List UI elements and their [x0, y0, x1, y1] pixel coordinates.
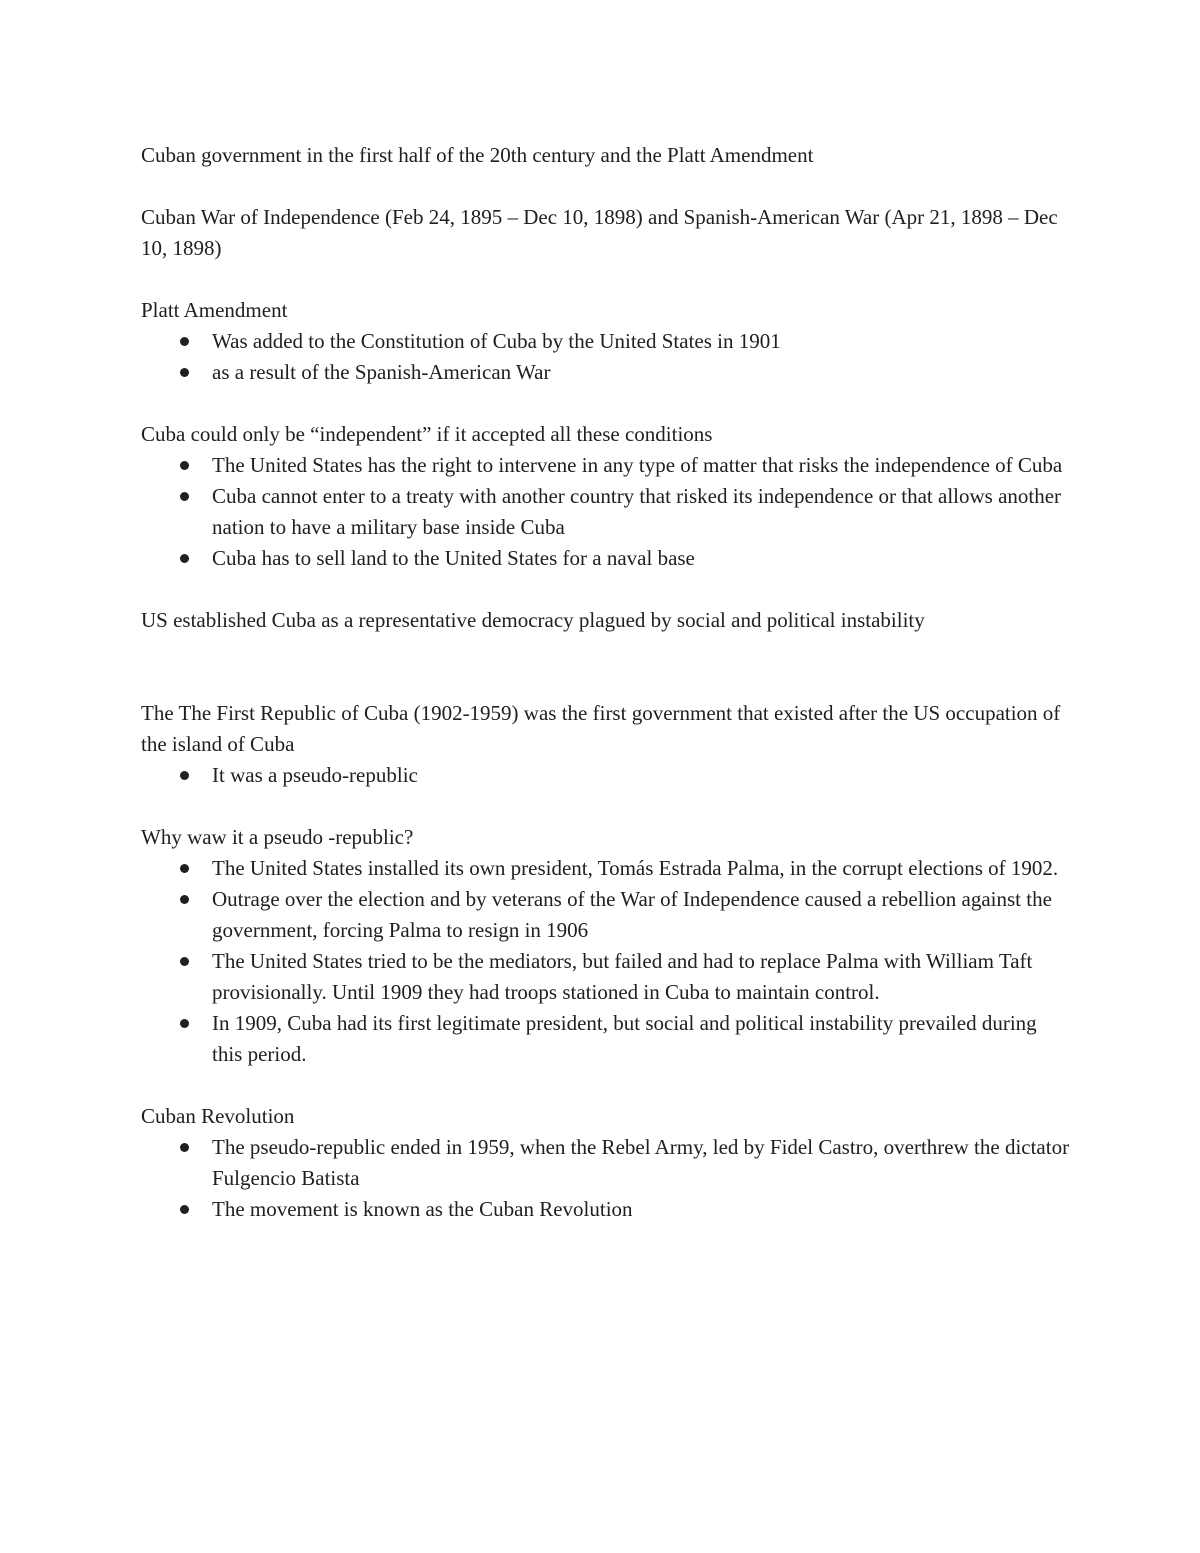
- first-republic-heading: The The First Republic of Cuba (1902-1959) was the first government that existed after the US occupation of the island of Cuba: [141, 701, 1061, 756]
- list-item: Cuba has to sell land to the United States for a naval base: [141, 543, 1071, 574]
- platt-heading: Platt Amendment: [141, 298, 288, 322]
- bullet-icon: [180, 492, 189, 501]
- bullet-icon: [180, 554, 189, 563]
- us-established-paragraph: US established Cuba as a representative democracy plagued by social and political instability: [141, 608, 925, 632]
- list-item: The pseudo-republic ended in 1959, when the Rebel Army, led by Fidel Castro, overthrew the dictator Fulgencio Batista: [141, 1132, 1071, 1194]
- first-republic-bullet-list: [141, 760, 1071, 791]
- bullet-icon: [180, 957, 189, 966]
- list-item: Cuba cannot enter to a treaty with another country that risked its independence or that allows another nation to have a military base inside Cuba: [141, 481, 1071, 543]
- list-item: The United States tried to be the mediators, but failed and had to replace Palma with William Taft provisionally. Until 1909 they had troops stationed in Cuba to maintain control.: [141, 946, 1071, 1008]
- list-item: It was a pseudo-republic: [141, 760, 1071, 791]
- list-item: Outrage over the election and by veterans of the War of Independence caused a rebellion against the government, forcing Palma to resign in 1906: [141, 884, 1071, 946]
- list-item: Was added to the Constitution of Cuba by the United States in 1901: [141, 326, 1071, 357]
- wars-paragraph: Cuban War of Independence (Feb 24, 1895 – Dec 10, 1898) and Spanish-American War (Apr 21, 1898 – Dec 10, 1898): [141, 205, 1058, 260]
- bullet-icon: [180, 771, 189, 780]
- bullet-icon: [180, 368, 189, 377]
- why-pseudo-heading: Why waw it a pseudo -republic?: [141, 825, 414, 849]
- list-item: as a result of the Spanish-American War: [141, 357, 1071, 388]
- list-item: The United States installed its own president, Tomás Estrada Palma, in the corrupt elections of 1902.: [141, 853, 1071, 884]
- conditions-bullet-list: [141, 450, 1071, 574]
- bullet-icon: [180, 461, 189, 470]
- platt-bullet-list: [141, 326, 1071, 388]
- revolution-bullet-list: [141, 1132, 1071, 1225]
- revolution-heading: Cuban Revolution: [141, 1104, 295, 1128]
- bullet-icon: [180, 337, 189, 346]
- list-item: The United States has the right to intervene in any type of matter that risks the independence of Cuba: [141, 450, 1071, 481]
- bullet-icon: [180, 895, 189, 904]
- conditions-heading: Cuba could only be “independent” if it accepted all these conditions: [141, 422, 713, 446]
- document-body: [141, 140, 1071, 1225]
- bullet-icon: [180, 864, 189, 873]
- bullet-icon: [180, 1205, 189, 1214]
- why-pseudo-bullet-list: [141, 853, 1071, 1070]
- bullet-icon: [180, 1019, 189, 1028]
- document-title: Cuban government in the first half of the 20th century and the Platt Amendment: [141, 143, 814, 167]
- bullet-icon: [180, 1143, 189, 1152]
- list-item: The movement is known as the Cuban Revolution: [141, 1194, 1071, 1225]
- list-item: In 1909, Cuba had its first legitimate president, but social and political instability prevailed during this period.: [141, 1008, 1071, 1070]
